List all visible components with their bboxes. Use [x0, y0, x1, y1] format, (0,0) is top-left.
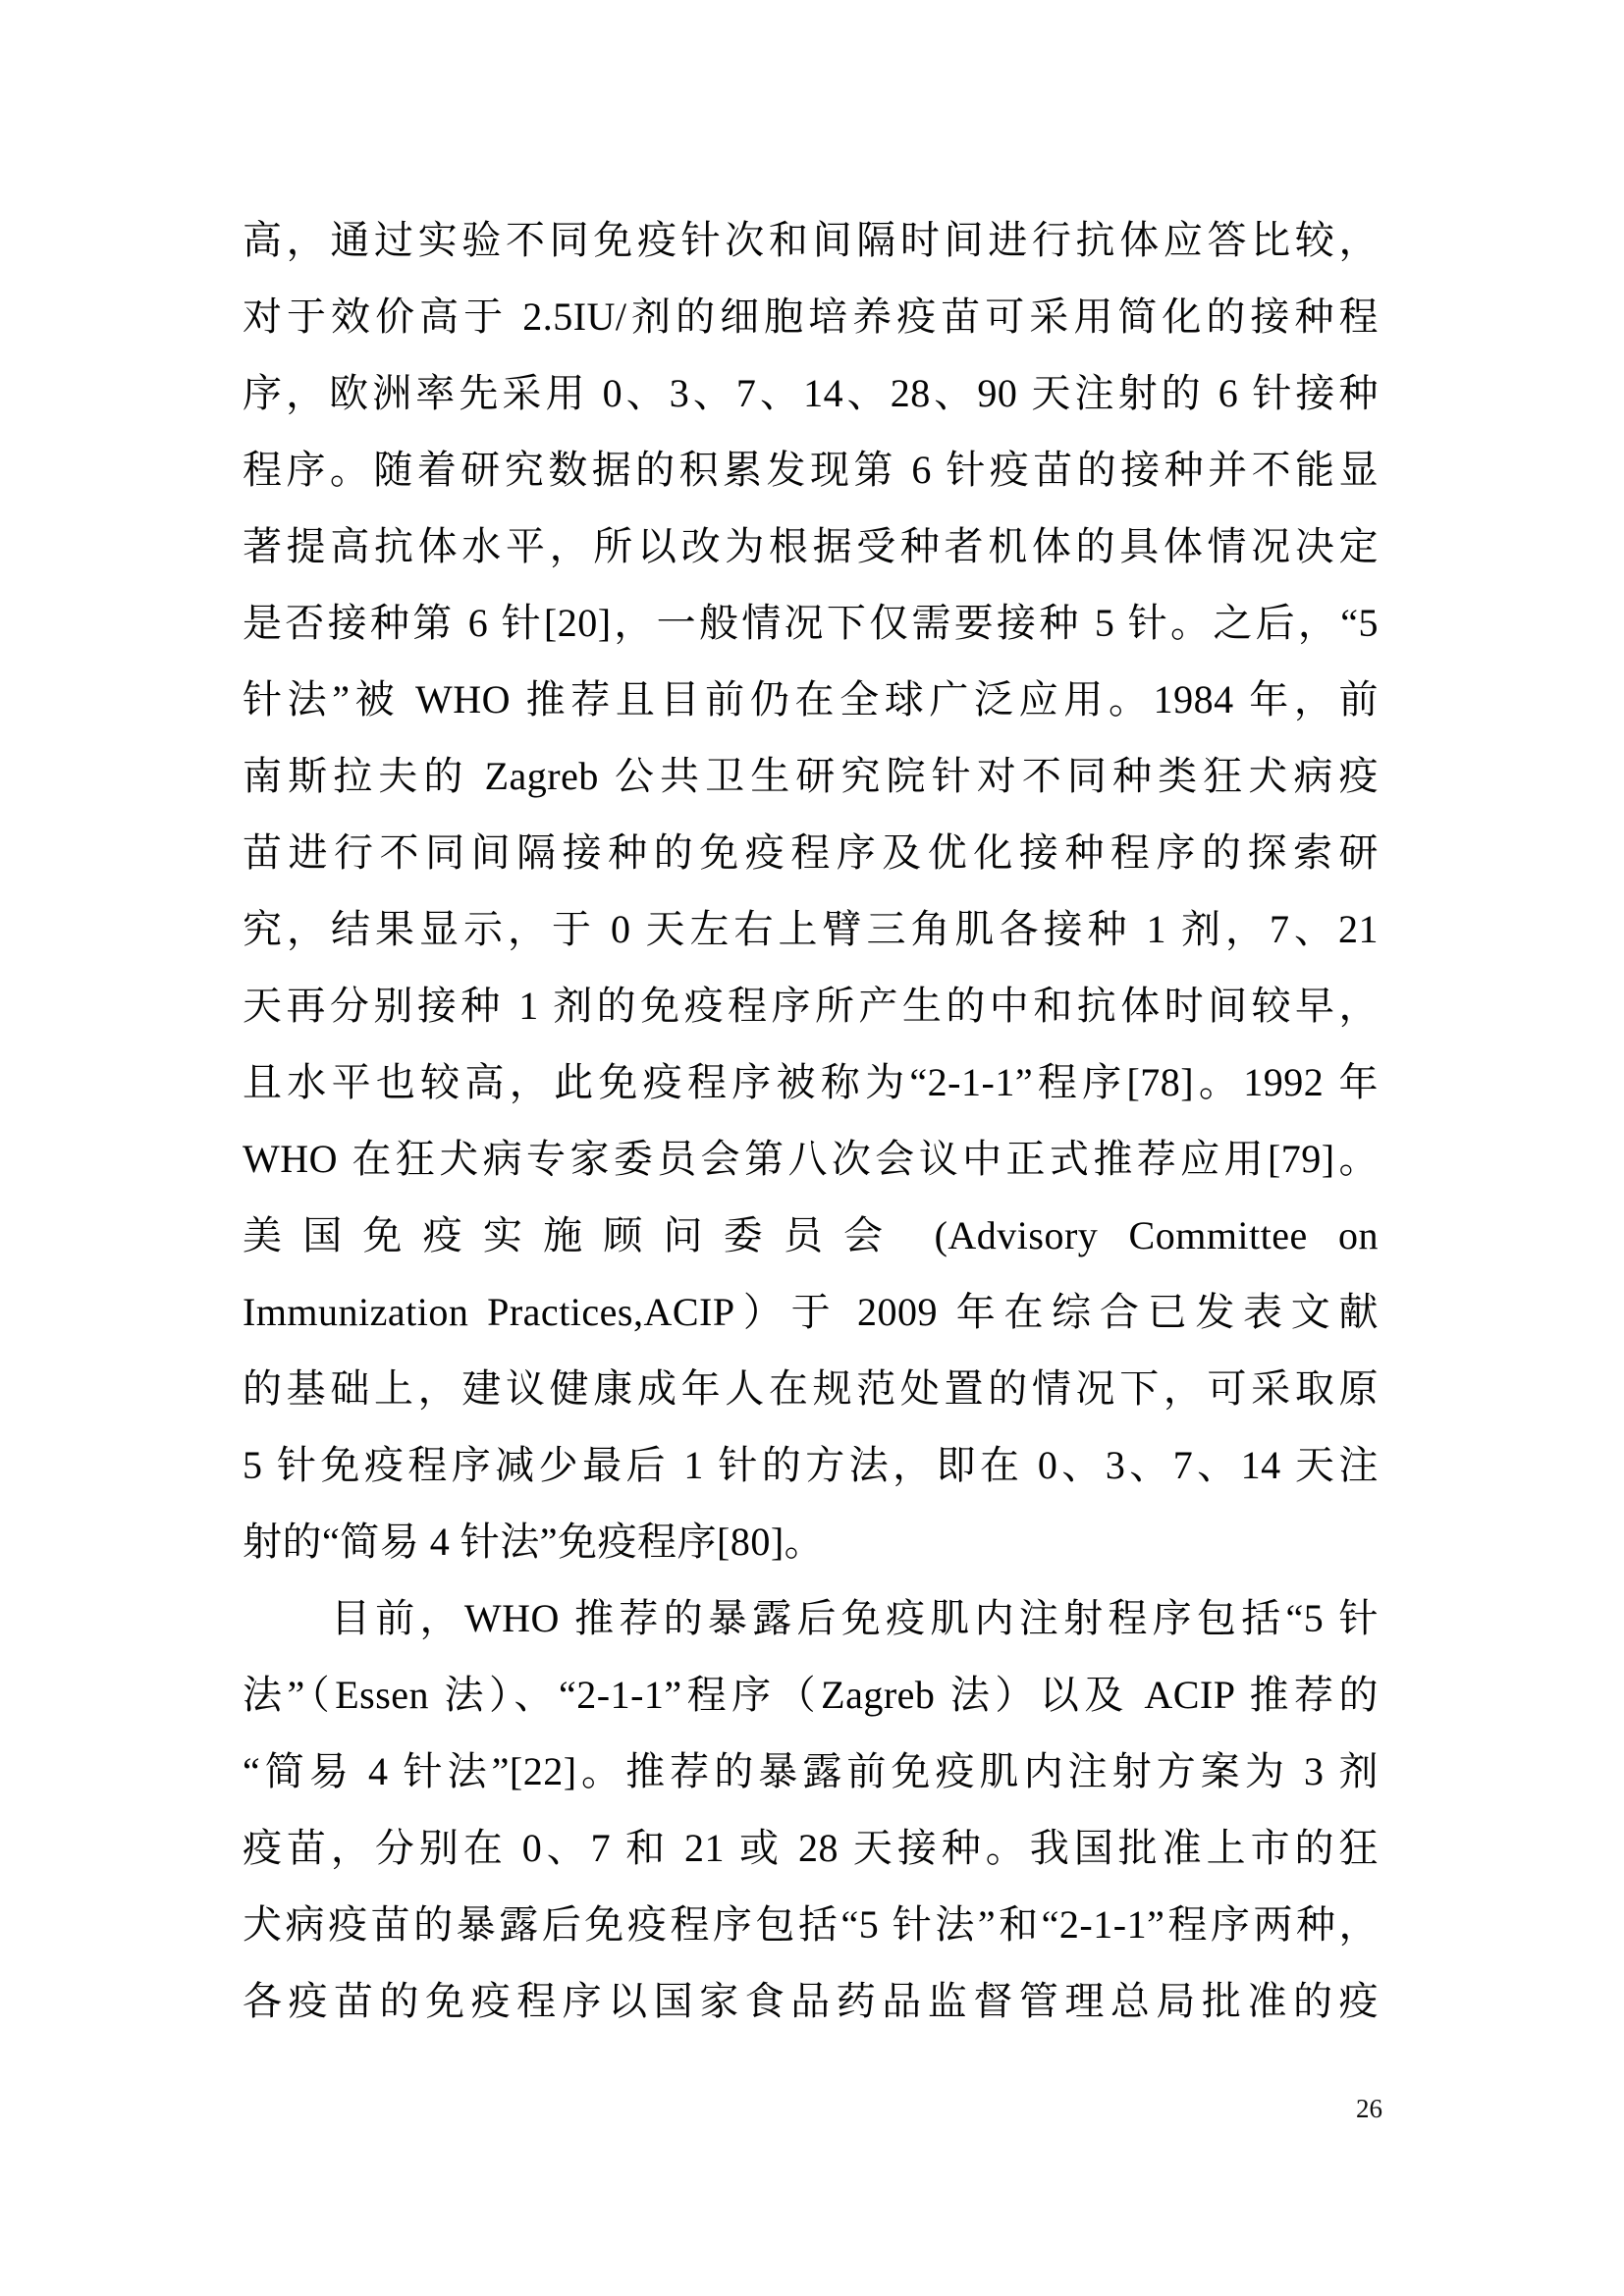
- paragraph-1: [243, 202, 1379, 1580]
- text-line: 犬病疫苗的暴露后免疫程序包括“5 针法”和“2-1-1”程序两种，: [243, 1902, 1379, 1947]
- text-line: 序，欧洲率先采用 0、3、7、14、28、90 天注射的 6 针接种: [243, 371, 1379, 415]
- text-line: 究，结果显示，于 0 天左右上臂三角肌各接种 1 剂，7、21: [243, 907, 1379, 951]
- text-line: 针法”被 WHO 推荐且目前仍在全球广泛应用。1984 年，前: [243, 677, 1379, 721]
- text-line: 著提高抗体水平，所以改为根据受种者机体的具体情况决定: [243, 524, 1379, 568]
- text-line: 各疫苗的免疫程序以国家食品药品监督管理总局批准的疫: [243, 1979, 1379, 2023]
- text-line: WHO 在狂犬病专家委员会第八次会议中正式推荐应用[79]。: [243, 1137, 1379, 1181]
- text-line: 美国免疫实施顾问委员会 (Advisory Committee on: [243, 1213, 1379, 1257]
- text-line: “简易 4 针法”[22]。推荐的暴露前免疫肌内注射方案为 3 剂: [243, 1749, 1379, 1793]
- text-line: 射的“简易 4 针法”免疫程序[80]。: [243, 1520, 825, 1564]
- text-line: 南斯拉夫的 Zagreb 公共卫生研究院针对不同种类狂犬病疫: [243, 754, 1379, 798]
- text-line: 的基础上，建议健康成年人在规范处置的情况下，可采取原: [243, 1366, 1379, 1411]
- text-line: 程序。随着研究数据的积累发现第 6 针疫苗的接种并不能显: [243, 448, 1379, 492]
- text-line: 是否接种第 6 针[20]，一般情况下仅需要接种 5 针。之后，“5: [243, 601, 1379, 645]
- text-line: 对于效价高于 2.5IU/剂的细胞培养疫苗可采用简化的接种程: [243, 294, 1379, 339]
- text-line: 法”（Essen 法）、“2-1-1”程序（Zagreb 法）以及 ACIP 推荐的: [243, 1673, 1379, 1717]
- text-line: 目前，WHO 推荐的暴露后免疫肌内注射程序包括“5 针: [331, 1596, 1379, 1640]
- body-text: [243, 202, 1379, 2040]
- text-line: 天再分别接种 1 剂的免疫程序所产生的中和抗体时间较早，: [243, 984, 1379, 1028]
- text-line: 且水平也较高，此免疫程序被称为“2-1-1”程序[78]。1992 年: [243, 1060, 1379, 1104]
- text-line: Immunization Practices,ACIP）于 2009 年在综合已发表文献: [243, 1290, 1379, 1334]
- text-line: 高，通过实验不同免疫针次和间隔时间进行抗体应答比较，: [243, 218, 1379, 262]
- text-line: 疫苗，分别在 0、7 和 21 或 28 天接种。我国批准上市的狂: [243, 1826, 1379, 1870]
- paragraph-2: [243, 1580, 1379, 2040]
- page-number: 26: [1356, 2094, 1382, 2123]
- text-line: 苗进行不同间隔接种的免疫程序及优化接种程序的探索研: [243, 830, 1379, 875]
- text-line: 5 针免疫程序减少最后 1 针的方法，即在 0、3、7、14 天注: [243, 1443, 1379, 1487]
